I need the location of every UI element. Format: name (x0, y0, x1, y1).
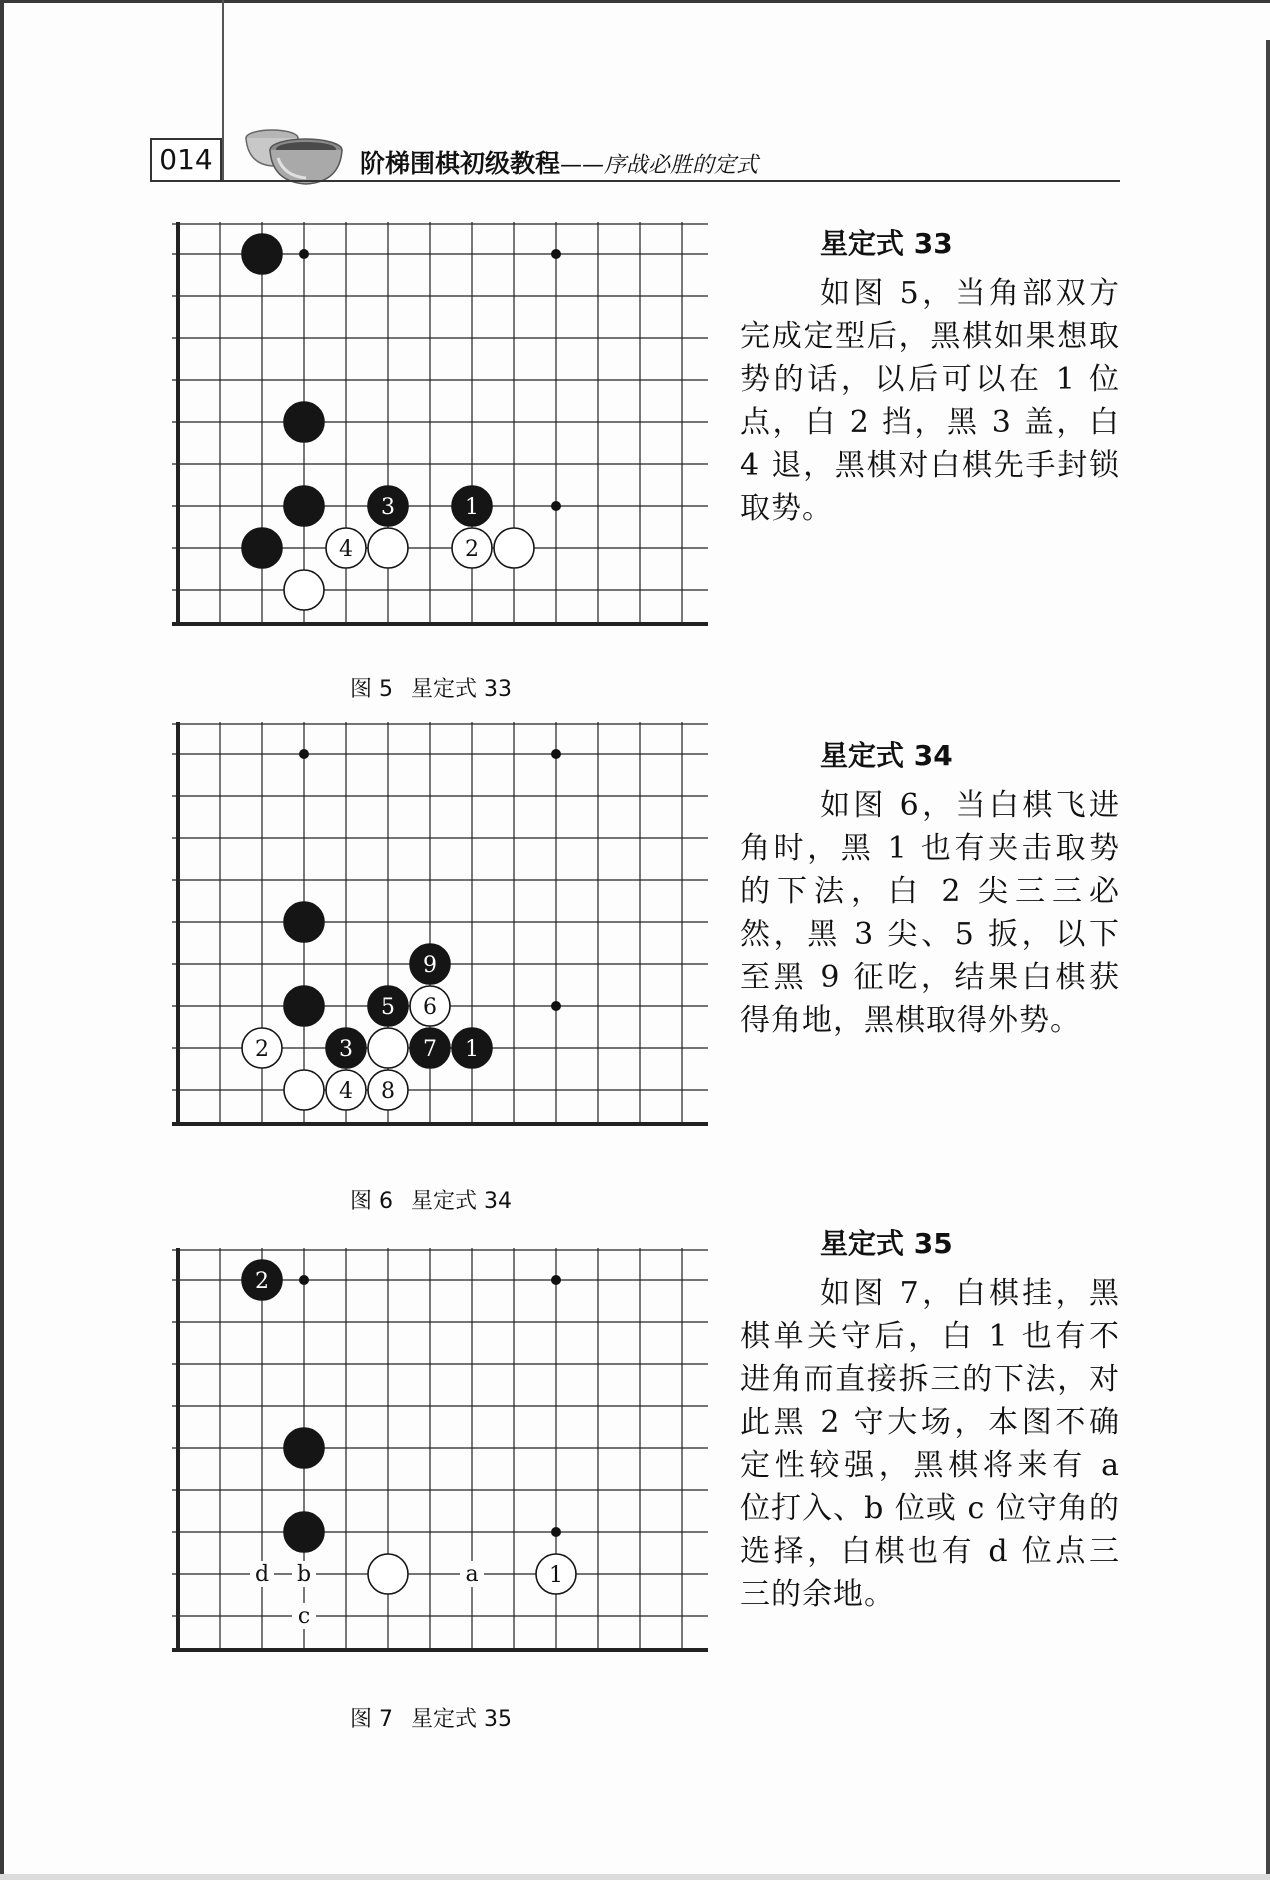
go-bowls-icon (238, 120, 346, 186)
section-body: 如图 6，当白棋飞进角时，黑 1 也有夹击取势的下法，白 2 尖三三必然，黑 3 尖、5 扳，以下至黑 9 征吃，结果白棋获得角地，黑棋取得外势。 (740, 788, 1120, 1038)
white-stone (368, 1070, 408, 1110)
white-stone (368, 528, 408, 568)
stone-move-number: 1 (465, 495, 479, 520)
stone-disc (242, 234, 282, 274)
stone-move-number: 7 (423, 1037, 437, 1062)
black-stone (368, 986, 408, 1026)
stone-disc (284, 986, 324, 1026)
stone-disc (284, 902, 324, 942)
caption-figure-name: 星定式 34 (411, 1189, 512, 1214)
go-diagram-7 (172, 1248, 712, 1660)
white-stone (326, 528, 366, 568)
stone-disc (494, 528, 534, 568)
stone-disc (242, 528, 282, 568)
black-stone (368, 486, 408, 526)
black-stone (410, 1028, 450, 1068)
caption-figure-number: 图 5 (350, 677, 393, 702)
star-point (551, 1527, 561, 1537)
stone-move-number: 3 (339, 1037, 353, 1062)
stone-move-number: 2 (255, 1037, 269, 1062)
stone-disc (368, 1554, 408, 1594)
book-subtitle: ——序战必胜的定式 (560, 153, 759, 178)
black-stone (284, 902, 324, 942)
stone-disc (284, 1428, 324, 1468)
section-star-joseki-35 (740, 1222, 1120, 1616)
section-star-joseki-34 (740, 734, 1120, 1042)
white-stone (284, 570, 324, 610)
scan-border-left (0, 0, 4, 1880)
caption-figure-number: 图 7 (350, 1707, 393, 1732)
board-mark-c (292, 1603, 316, 1629)
star-point (299, 1275, 309, 1285)
board-mark-a (460, 1561, 484, 1587)
black-stone (242, 1260, 282, 1300)
black-stone (326, 1028, 366, 1068)
black-stone (410, 944, 450, 984)
section-title: 星定式 34 (820, 739, 953, 772)
stone-move-number: 9 (423, 953, 437, 978)
section-body: 如图 7，白棋挂，黑棋单关守后，白 1 也有不进角而直接拆三的下法，对此黑 2 守大场，本图不确定性较强，黑棋将来有 a 位打入、b 位或 c 位守角的选择，白棋也有 d 位点三三的余地。 (740, 1276, 1120, 1612)
book-title (360, 144, 758, 180)
black-stone (452, 486, 492, 526)
black-stone (284, 986, 324, 1026)
caption-figure-number: 图 6 (350, 1189, 393, 1214)
stone-disc (284, 570, 324, 610)
scan-border-top (0, 0, 1270, 3)
figure-caption-5 (350, 672, 512, 703)
mark-label: b (296, 1562, 312, 1587)
star-point (551, 1275, 561, 1285)
go-board-7 (172, 1248, 712, 1660)
stone-disc (284, 1070, 324, 1110)
stone-disc (284, 1512, 324, 1552)
white-stone (494, 528, 534, 568)
stone-move-number: 3 (381, 495, 395, 520)
header-rule (150, 180, 1120, 182)
go-diagram-5 (172, 222, 712, 634)
section-title: 星定式 35 (820, 1227, 953, 1260)
caption-figure-name: 星定式 33 (411, 677, 512, 702)
figure-caption-6 (350, 1184, 512, 1215)
white-stone (368, 1028, 408, 1068)
star-point (551, 1001, 561, 1011)
star-point (551, 501, 561, 511)
black-stone (284, 1512, 324, 1552)
mark-label: d (254, 1562, 270, 1587)
white-stone (368, 1554, 408, 1594)
white-stone (536, 1554, 576, 1594)
page-number: 014 (150, 138, 222, 182)
stone-move-number: 1 (465, 1037, 479, 1062)
caption-figure-name: 星定式 35 (411, 1707, 512, 1732)
header-divider (222, 0, 224, 180)
section-star-joseki-33 (740, 222, 1120, 530)
white-stone (452, 528, 492, 568)
scan-border-right (1266, 40, 1270, 1880)
section-body: 如图 5，当角部双方完成定型后，黑棋如果想取势的话，以后可以在 1 位点，白 2 挡，黑 3 盖，白 4 退，黑棋对白棋先手封锁取势。 (740, 276, 1120, 526)
stone-disc (368, 1028, 408, 1068)
mark-label: c (297, 1604, 311, 1629)
stone-move-number: 2 (465, 537, 479, 562)
black-stone (452, 1028, 492, 1068)
mark-label: a (465, 1562, 479, 1587)
white-stone (242, 1028, 282, 1068)
scan-border-bottom (0, 1874, 1270, 1880)
board-mark-b (292, 1561, 316, 1587)
star-point (299, 249, 309, 259)
white-stone (284, 1070, 324, 1110)
stone-disc (368, 528, 408, 568)
book-title-text: 阶梯围棋初级教程 (360, 149, 561, 178)
white-stone (326, 1070, 366, 1110)
go-board-5 (172, 222, 712, 634)
stone-move-number: 6 (423, 995, 437, 1020)
star-point (551, 249, 561, 259)
stone-move-number: 4 (339, 1079, 353, 1104)
black-stone (284, 1428, 324, 1468)
white-stone (410, 986, 450, 1026)
stone-move-number: 5 (381, 995, 395, 1020)
go-board-6 (172, 722, 712, 1134)
black-stone (284, 402, 324, 442)
section-title: 星定式 33 (820, 227, 953, 260)
stone-disc (284, 486, 324, 526)
star-point (551, 749, 561, 759)
board-mark-d (250, 1561, 274, 1587)
star-point (299, 749, 309, 759)
stone-move-number: 1 (549, 1563, 563, 1588)
stone-move-number: 8 (381, 1079, 395, 1104)
black-stone (242, 528, 282, 568)
figure-caption-7 (350, 1702, 512, 1733)
stone-move-number: 2 (255, 1269, 269, 1294)
black-stone (242, 234, 282, 274)
black-stone (284, 486, 324, 526)
stone-disc (284, 402, 324, 442)
stone-move-number: 4 (339, 537, 353, 562)
go-diagram-6 (172, 722, 712, 1134)
